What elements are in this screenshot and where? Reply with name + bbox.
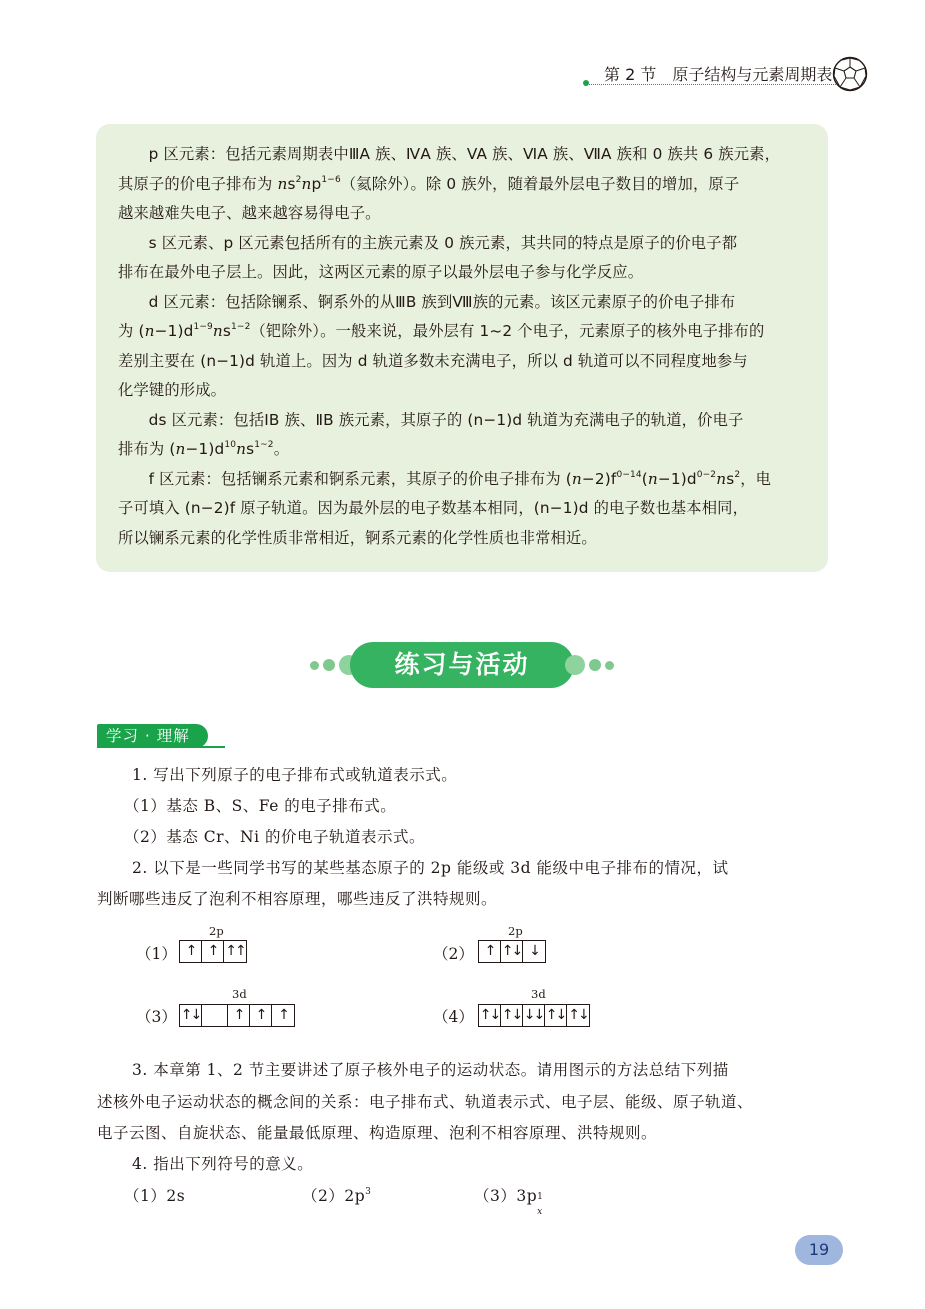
p-block-line1: p 区元素：包括元素周期表中ⅢA 族、ⅣA 族、VA 族、ⅥA 族、ⅦA 族和 0 族共 6 族元素， [148,145,781,163]
question-2-line2: 判断哪些违反了泡利不相容原理，哪些违反了洪特规则。 [97,890,498,908]
orbital-2-title: 2p [508,924,523,938]
section-tag-underline [97,746,225,748]
question-3-line2: 述核外电子运动状态的概念间的关系：电子排布式、轨道表示式、电子层、能级、原子轨道、 [97,1093,754,1111]
header-dot [583,80,589,86]
question-3-line1: 3. 本章第 1、2 节主要讲述了原子核外电子的运动状态。请用图示的方法总结下列描 [132,1061,729,1079]
orbital-cell: ↑↓ [479,1005,501,1026]
d-block-line1: d 区元素：包括除镧系、锕系外的从ⅢB 族到Ⅷ族的元素。该区元素原子的价电子排布 [148,292,736,311]
d-block-line3: 差别主要在 (n−1)d 轨道上。因为 d 轨道多数未充满电子，所以 d 轨道可以不同程度地参与 [118,351,748,370]
orbital-cell: ↑ [180,941,202,962]
banner-dot [323,659,335,671]
orbital-cell: ↑↑ [225,943,245,959]
orbital-2-label: （2） [433,945,474,963]
exercise-banner: 练习与活动 [350,642,574,688]
question-4-item-3: （3）3p 1 x [474,1187,544,1217]
orbital-cell: ↑↓ [545,1005,567,1026]
sp-summary-line2: 排布在最外电子层上。因此，这两区元素的原子以最外层电子参与化学反应。 [118,263,644,281]
d-block-line4: 化学键的形成。 [118,381,227,399]
page-number: 19 [795,1235,843,1265]
orbital-cell: ↑↓ [501,1005,523,1026]
banner-dot [605,661,614,670]
f-block-line2: 子可填入 (n−2)f 原子轨道。因为最外层的电子数基本相同，(n−1)d 的电子数也基本相同， [118,499,749,517]
d-block-line2: 为 $(n-1)d^{1-9}ns^{1-2}$（钯除外）。一般来说，最外层有 1~2 个电子，元素原子的核外电子排布的 [118,322,765,340]
orbital-cell: ↑ [250,1005,272,1026]
orbital-4-title: 3d [531,987,546,1001]
orbital-3-title: 3d [232,987,247,1001]
question-1-part-1: （1）基态 B、S、Fe 的电子排布式。 [124,797,397,815]
orbital-1-label: （1） [136,945,177,963]
fullerene-icon [832,56,868,92]
banner-dot [310,661,319,670]
banner-dot [565,655,585,675]
orbital-box-2 [478,940,546,963]
orbital-4-label: （4） [433,1008,474,1026]
orbital-1-title: 2p [209,924,224,938]
orbital-cell: ↓ [529,943,539,959]
section-tag: 学习 · 理解 [97,724,208,748]
orbital-3-label: （3） [136,1008,177,1026]
orbital-cell: ↑↓ [568,1007,588,1023]
orbital-cell: ↑↓ [501,941,523,962]
question-1: 1. 写出下列原子的电子排布式或轨道表示式。 [132,766,458,784]
orbital-box-4 [478,1004,590,1027]
question-2-line1: 2. 以下是一些同学书写的某些基态原子的 2p 能级或 3d 能级中电子排布的情况，试 [132,859,729,877]
ds-block-line2: 排布为 $(n-1)d^{10}ns^{1\sim 2}$。 [118,440,290,458]
orbital-cell: ↑ [202,941,224,962]
banner-dot [589,659,601,671]
f-block-line3: 所以镧系元素的化学性质非常相近，锕系元素的化学性质也非常相近。 [118,528,597,547]
f-block-line1: f 区元素：包括镧系元素和锕系元素，其原子的价电子排布为 $(n-2)f^{0-14}(n-1)d^{0-2}ns^2$，电 [148,469,772,488]
orbital-cell: ↑ [228,1005,250,1026]
orbital-cell: ↓↓ [523,1005,545,1026]
header-rule [585,84,840,85]
p-block-line3: 越来越难失电子、越来越容易得电子。 [118,204,381,222]
orbital-cell: ↑ [479,941,501,962]
question-4: 4. 指出下列符号的意义。 [132,1155,314,1173]
question-4-item-1: （1）2s [124,1187,186,1205]
chapter-section-title: 第 2 节 原子结构与元素周期表 [604,65,833,84]
orbital-box-3 [179,1004,295,1027]
sp-summary-line1: s 区元素、p 区元素包括所有的主族元素及 0 族元素，其共同的特点是原子的价电子都 [148,233,738,252]
question-4-item-2: $(2)2p^3$ [302,1187,372,1205]
orbital-box-1 [179,940,247,963]
question-3-line3: 电子云图、自旋状态、能量最低原理、构造原理、泡利不相容原理、洪特规则。 [97,1124,658,1142]
p-block-line2: 其原子的价电子排布为 $ns^2np^{1-6}$（氦除外）。除 0 族外，随着最外层电子数目的增加，原子 [118,174,740,193]
orbital-cell [202,1005,228,1026]
ds-block-line1: ds 区元素：包括ⅠB 族、ⅡB 族元素，其原子的 (n−1)d 轨道为充满电子的轨道，价电子 [148,410,744,429]
orbital-cell: ↑↓ [180,1005,202,1026]
orbital-cell: ↑ [278,1007,288,1023]
question-1-part-2: （2）基态 Cr、Ni 的价电子轨道表示式。 [124,828,426,846]
info-box [96,124,828,572]
